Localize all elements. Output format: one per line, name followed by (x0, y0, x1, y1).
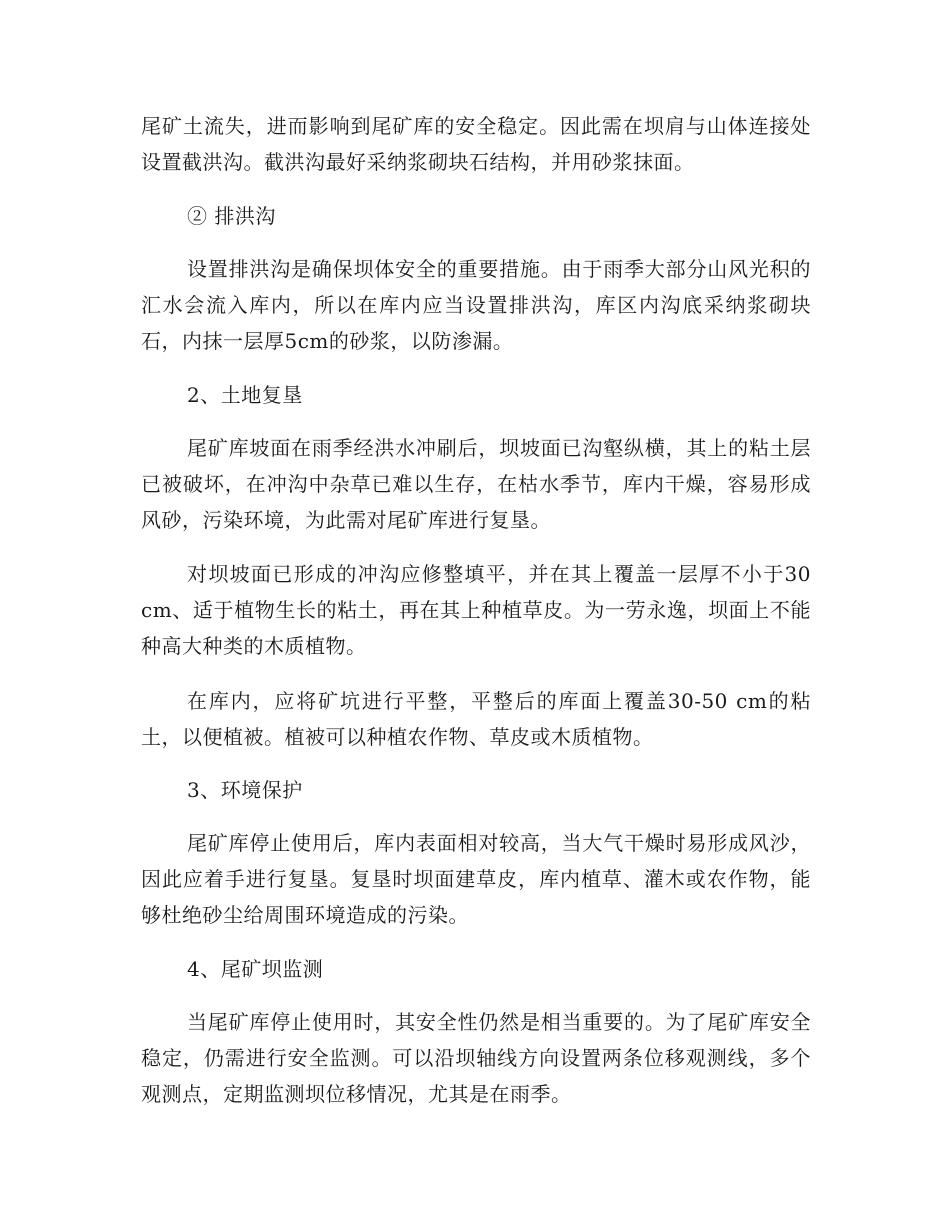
paragraph-slope-erosion: 尾矿库坡面在雨季经洪水冲刷后，坝坡面已沟壑纵横，其上的粘土层已被破坏，在冲沟中杂草已难以生存，在枯水季节，库内干燥，容易形成风砂，污染环境，为此需对尾矿库进行复垦。 (141, 436, 811, 532)
heading-dam-monitoring: 4、尾矿坝监测 (187, 957, 324, 981)
paragraph-drainage-ditch: 设置排洪沟是确保坝体安全的重要措施。由于雨季大部分山风光积的汇水会流入库内，所以在库内应当设置排洪沟，库区内沟底采纳浆砌块石，内抹一层厚5cm的砂浆，以防渗漏。 (141, 257, 811, 353)
heading-land-reclamation: 2、土地复垦 (187, 383, 303, 407)
heading-drainage-ditch: ② 排洪沟 (187, 204, 276, 228)
paragraph-slope-repair: 对坝坡面已形成的冲沟应修整填平，并在其上覆盖一层厚不小于30 cm、适于植物生长的粘土，再在其上种植草皮。为一劳永逸，坝面上不能种高大种类的木质植物。 (141, 562, 811, 658)
paragraph-environment-protection: 尾矿库停止使用后，库内表面相对较高，当大气干燥时易形成风沙，因此应着手进行复垦。复垦时坝面建草皮，库内植草、灌木或农作物，能够杜绝砂尘给周围环境造成的污染。 (141, 831, 811, 927)
paragraph-flood-intercept: 尾矿土流失，进而影响到尾矿库的安全稳定。因此需在坝肩与山体连接处设置截洪沟。截洪沟最好采纳浆砌块石结构，并用砂浆抹面。 (141, 114, 811, 174)
heading-environment-protection: 3、环境保护 (187, 778, 303, 802)
paragraph-reservoir-leveling: 在库内，应将矿坑进行平整，平整后的库面上覆盖30-50 cm的粘土，以便植被。植被可以种植农作物、草皮或木质植物。 (141, 689, 811, 749)
paragraph-dam-monitoring: 当尾矿库停止使用时，其安全性仍然是相当重要的。为了尾矿库安全稳定，仍需进行安全监测。可以沿坝轴线方向设置两条位移观测线，多个观测点，定期监测坝位移情况，尤其是在雨季。 (141, 1010, 811, 1106)
